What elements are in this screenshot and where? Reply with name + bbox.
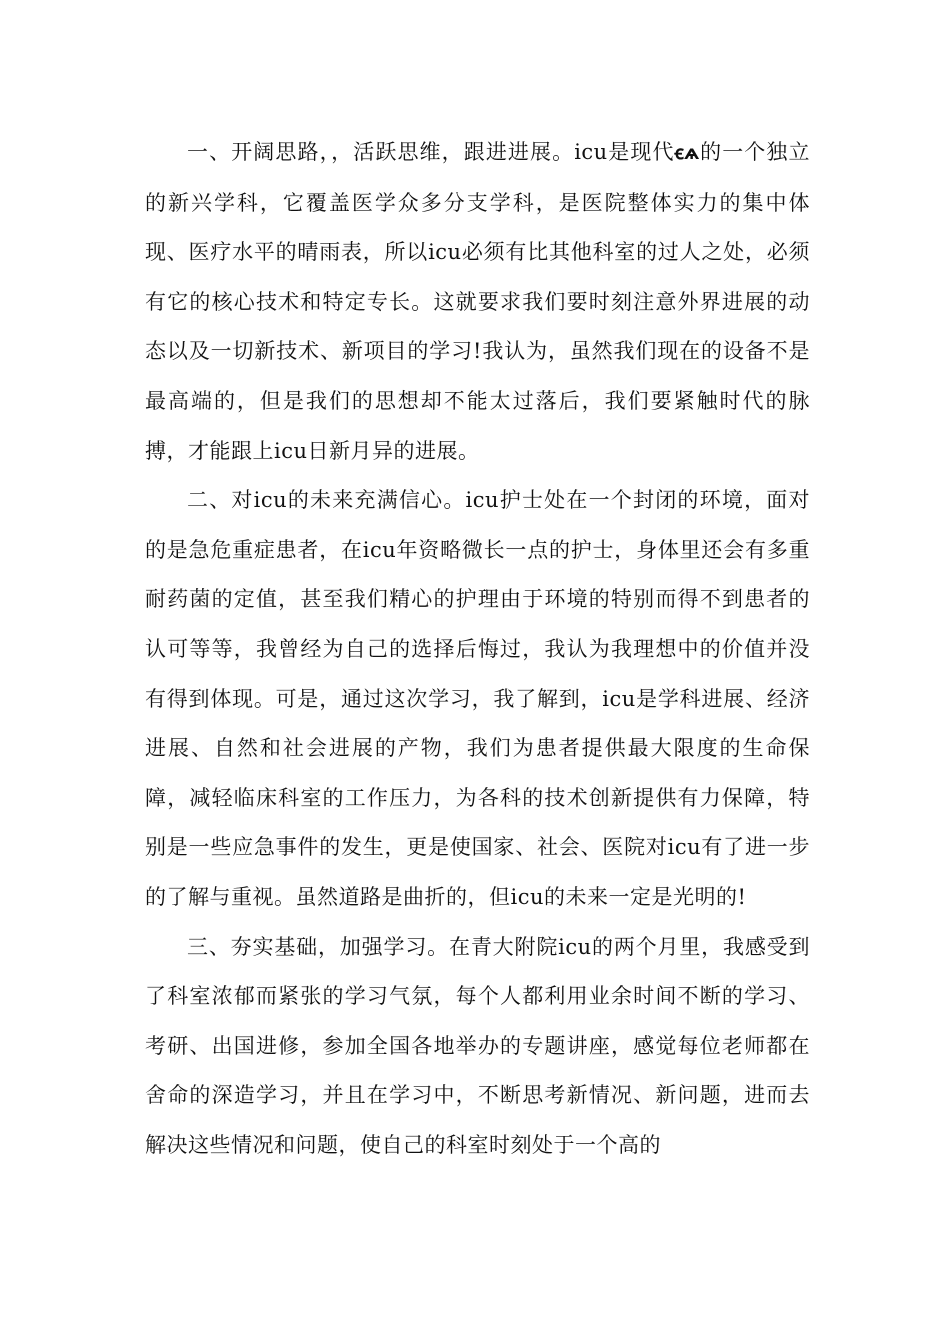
garbled-glyph: ꞓѧ xyxy=(674,142,700,164)
paragraph-1-text-end: 的一个独立的新兴学科，它覆盖医学众多分支学科，是医院整体实力的集中体现、医疗水平的晴雨表，所以icu必须有比其他科室的过人之处，必须有它的核心技术和特定专长。这就要求我们要时刻注意外界进展的动态以及一切新技术、新项目的学习!我认为，虽然我们现在的设备不是最高端的，但是我们的思想却不能太过落后，我们要紧触时代的脉搏，才能跟上icu日新月异的进展。 xyxy=(145,140,810,463)
document-body xyxy=(145,128,810,1170)
paragraph-1 xyxy=(145,128,810,476)
paragraph-2: 二、对icu的未来充满信心。icu护士处在一个封闭的环境，面对的是急危重症患者，在icu年资略微长一点的护士，身体里还会有多重耐药菌的定值，甚至我们精心的护理由于环境的特别而得不到患者的认可等等，我曾经为自己的选择后悔过，我认为我理想中的价值并没有得到体现。可是，通过这次学习，我了解到，icu是学科进展、经济进展、自然和社会进展的产物，我们为患者提供最大限度的生命保障，减轻临床科室的工作压力，为各科的技术创新提供有力保障，特别是一些应急事件的发生，更是使国家、社会、医院对icu有了进一步的了解与重视。虽然道路是曲折的，但icu的未来一定是光明的! xyxy=(145,488,810,909)
paragraph-3: 三、夯实基础，加强学习。在青大附院icu的两个月里，我感受到了科室浓郁而紧张的学习气氛，每个人都利用业余时间不断的学习、考研、出国进修，参加全国各地举办的专题讲座，感觉每位老师都在舍命的深造学习，并且在学习中，不断思考新情况、新问题，进而去解决这些情况和问题，使自己的科室时刻处于一个高的 xyxy=(145,934,810,1157)
paragraph-1-text-start: 一、开阔思路，，活跃思维，跟进进展。icu是现代 xyxy=(187,140,675,164)
